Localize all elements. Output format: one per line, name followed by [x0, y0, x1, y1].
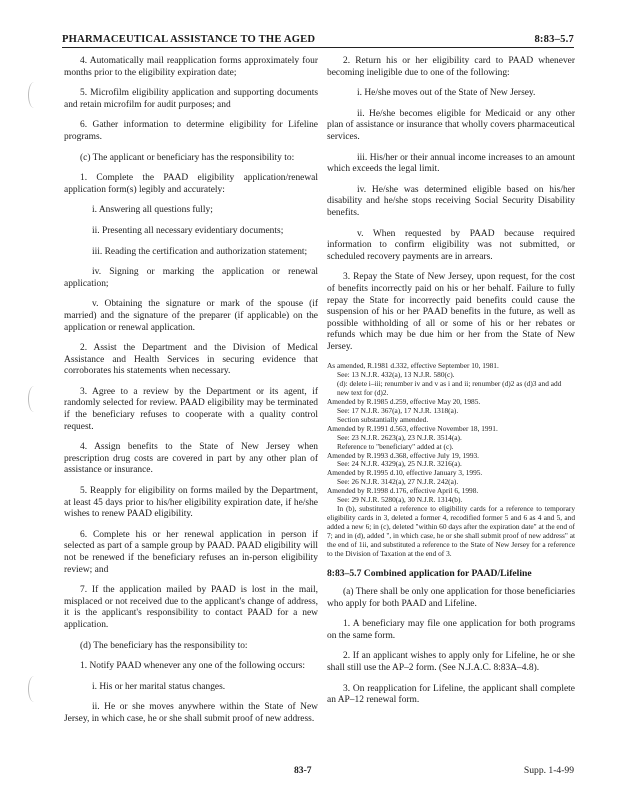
- paragraph: (d) The beneficiary has the responsibility to:: [80, 640, 248, 651]
- section-body: [327, 587, 575, 707]
- paragraph: 5. Microfilm eligibility application and supporting documents and retain microfilm for audit purposes; and: [64, 88, 318, 110]
- running-header: [62, 32, 574, 48]
- history-note-line: Amended by R.1993 d.368, effective July 19, 1993.: [327, 450, 480, 460]
- right-column: [327, 56, 575, 716]
- paragraph: v. When requested by PAAD because required information to confirm eligibility was not submitted, or scheduled recovery payments are in arrears.: [327, 228, 575, 262]
- history-note-line: Amended by R.1998 d.176, effective April 6, 1998.: [327, 486, 479, 496]
- paragraph: iii. His/her or their annual income increases to an amount which exceeds the legal limit.: [327, 152, 575, 175]
- paragraph: i. His or her marital status changes.: [92, 681, 226, 692]
- header-title: PHARMACEUTICAL ASSISTANCE TO THE AGED: [62, 34, 316, 45]
- paragraph: 1. A beneficiary may file one application for both programs on the same form.: [327, 619, 575, 641]
- paragraph: 4. Automatically mail reapplication forms approximately four months prior to the eligibility expiration date;: [64, 56, 318, 78]
- header-section-number: 8:83–5.7: [534, 34, 574, 45]
- paragraph: (c) The applicant or beneficiary has the responsibility to:: [80, 152, 295, 163]
- history-note-line: Amended by R.1991 d.563, effective November 18, 1991.: [327, 423, 498, 433]
- history-note-line: See: 29 N.J.R. 5280(a), 30 N.J.R. 1314(b).: [337, 495, 463, 505]
- history-note-line: See: 24 N.J.R. 4329(a), 25 N.J.R. 3216(a).: [337, 459, 462, 469]
- paragraph: (a) There shall be only one application for those beneficiaries who apply for both PAAD and Lifeline.: [327, 587, 575, 609]
- page-number: 83-7: [294, 765, 312, 776]
- history-note-line: See: 26 N.J.R. 3142(a), 27 N.J.R. 242(a).: [337, 477, 459, 487]
- history-note-line: (d): delete i–iii; renumber iv and v as i and ii; renumber (d)2 as (d)3 and add new text for (d)2.: [337, 379, 562, 398]
- paragraph: 4. Assign benefits to the State of New Jersey when prescription drug costs are covered in part by any other plan of assistance or insurance.: [64, 442, 318, 476]
- paragraph: 2. If an applicant wishes to apply only for Lifeline, he or she shall still use the AP–2 form. (See N.J.A.C. 8:83A–4.8).: [327, 651, 575, 673]
- paragraph: ii. Presenting all necessary evidentiary documents;: [92, 225, 284, 236]
- paragraph: 3. Agree to a review by the Department or its agent, if randomly selected for review. PAAD eligibility may be terminated if the beneficiary refuses to cooperate with a quality control request.: [64, 386, 318, 432]
- binder-hole-mark: [28, 82, 40, 108]
- paragraph: ii. He/she becomes eligible for Medicaid or any other plan of assistance or insurance that wholly covers pharmaceutical services.: [327, 108, 575, 142]
- history-note-line: Section substantially amended.: [337, 414, 429, 424]
- history-note-line: Amended by R.1985 d.259, effective May 20, 1985.: [327, 397, 481, 407]
- history-note-line: Amended by R.1995 d.10, effective January 3, 1995.: [327, 468, 483, 478]
- history-note-line: See: 23 N.J.R. 2623(a), 23 N.J.R. 3514(a).: [337, 432, 462, 442]
- binder-hole-mark: [28, 676, 40, 702]
- supplement-date: Supp. 1-4-99: [523, 765, 574, 776]
- paragraph: iv. Signing or marking the application or renewal application;: [64, 267, 318, 289]
- section-heading: 8:83–5.7 Combined application for PAAD/Lifeline: [327, 568, 532, 580]
- history-notes: [327, 362, 575, 558]
- paragraph: ii. He or she moves anywhere within the State of New Jersey, in which case, he or she shall submit proof of new address.: [64, 702, 318, 724]
- history-note-line: As amended, R.1981 d.332, effective September 10, 1981.: [327, 361, 499, 371]
- paragraph: iii. Reading the certification and authorization statement;: [92, 246, 308, 257]
- paragraph: 3. Repay the State of New Jersey, upon request, for the cost of benefits incorrectly paid on his or her behalf. Failure to fully repay the State for incorrectly paid benefits could cause the suspension of his or her PAAD benefits in the future, as well as possible withholding of all or some of his or her rebates or refunds which may be due him or her from the State of New Jersey.: [327, 272, 575, 352]
- paragraph: iv. He/she was determined eligible based on his/her disability and he/she stops receiving Social Security Disability benefits.: [327, 184, 575, 218]
- paragraph: 3. On reapplication for Lifeline, the applicant shall complete an AP–12 renewal form.: [327, 683, 575, 706]
- left-column: [64, 56, 318, 735]
- paragraph: i. He/she moves out of the State of New Jersey.: [357, 88, 536, 99]
- paragraph: v. Obtaining the signature or mark of the spouse (if married) and the signature of the preparer (if applicable) on the application or renewal application.: [64, 299, 318, 333]
- paragraph: 1. Notify PAAD whenever any one of the following occurs:: [80, 661, 306, 672]
- history-note-line: Reference to "beneficiary" added at (c).: [337, 441, 454, 451]
- paragraph: 7. If the application mailed by PAAD is lost in the mail, misplaced or not received due to the applicant's change of address, it is the applicant's responsibility to contact PAAD for a new application.: [64, 585, 318, 630]
- history-note-line: See: 13 N.J.R. 432(a), 13 N.J.R. 580(c).: [337, 370, 455, 380]
- paragraph: 6. Gather information to determine eligibility for Lifeline programs.: [64, 120, 318, 142]
- paragraph: 2. Return his or her eligibility card to PAAD whenever becoming ineligible due to one of the following:: [327, 56, 575, 78]
- binder-hole-mark: [28, 386, 40, 412]
- history-note-line: See: 17 N.J.R. 367(a), 17 N.J.R. 1318(a).: [337, 406, 459, 415]
- paragraph: 6. Complete his or her renewal application in person if selected as part of a sample group by PAAD. PAAD eligibility will not be renewed if the beneficiary refuses an in-person eligibility review; and: [64, 529, 318, 575]
- paragraph: 5. Reapply for eligibility on forms mailed by the Department, at least 45 days prior to his/her eligibility expiration date, if he/she wishes to renew PAAD eligibility.: [64, 486, 318, 520]
- header-rule: [62, 47, 574, 48]
- paragraph: 1. Complete the PAAD eligibility application/renewal application form(s) legibly and accurately:: [64, 173, 318, 195]
- history-note-line: In (b), substituted a reference to eligibility cards for a reference to temporary eligibility cards in 3, deleted a former 4, recodified former 5 and 6 as 4 and 5, and added a new 6; in (c), deleted "within 60 days after the expiration date" at the end of 7; and in (d), added ", in which case, he or she shall submit proof of new address" at the end of 1ii, and substituted a reference to the State of New Jersey for a reference to the Division of Taxation at the end of 3.: [327, 503, 575, 558]
- paragraph: 2. Assist the Department and the Division of Medical Assistance and Health Services in securing evidence that corroborates his statements when necessary.: [64, 343, 318, 377]
- right-column-body: [327, 56, 575, 353]
- paragraph: i. Answering all questions fully;: [92, 205, 213, 216]
